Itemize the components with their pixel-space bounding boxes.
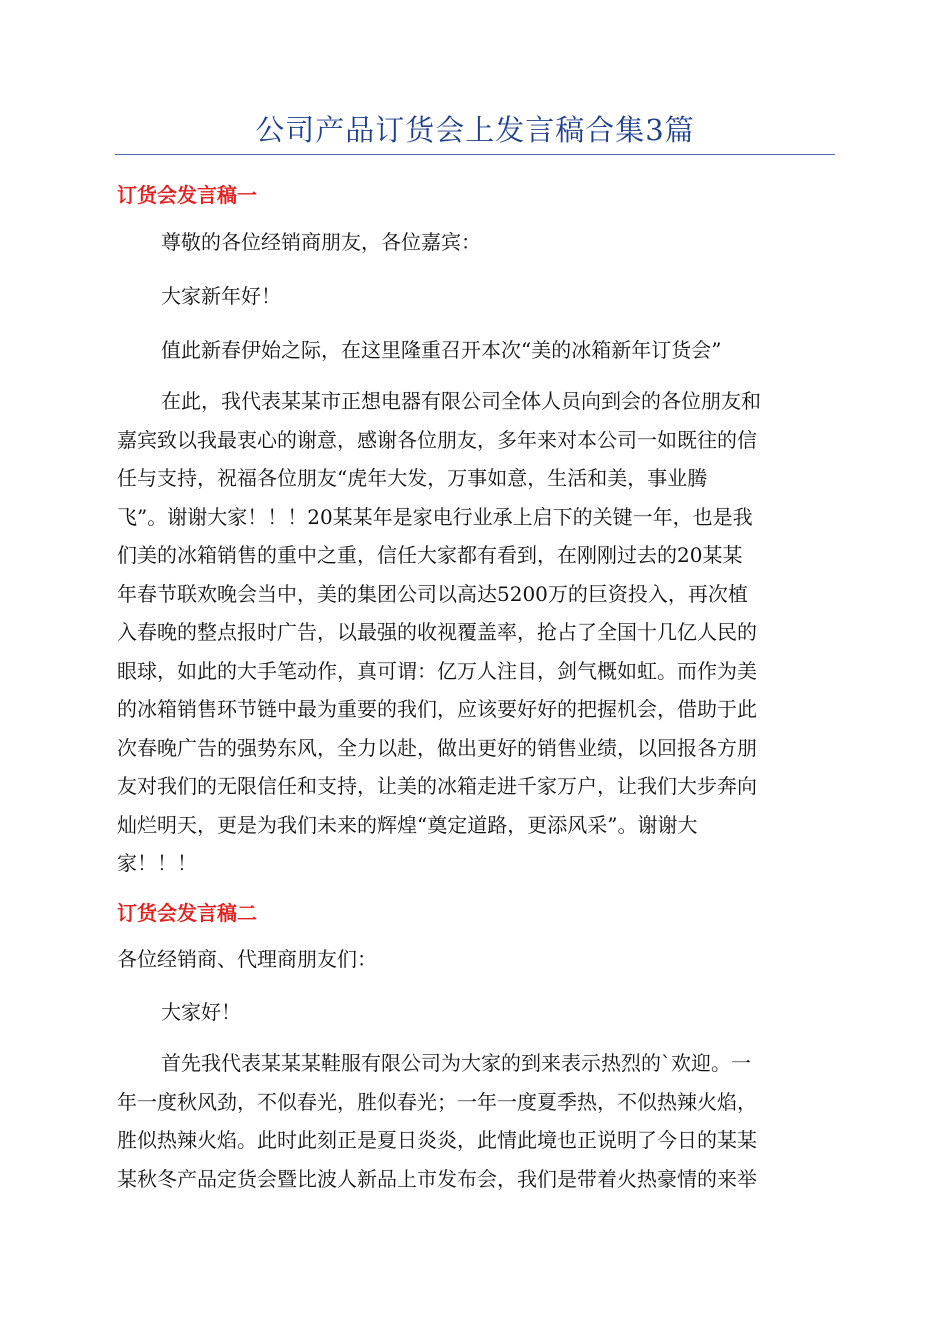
speech2-hello: 大家好！ xyxy=(161,1000,241,1024)
speech1-body-line: 次春晚广告的强势东风，全力以赴，做出更好的销售业绩，以回报各方朋 xyxy=(117,735,757,760)
speech1-body-line: 在此，我代表某某市正想电器有限公司全体人员向到会的各位朋友和 xyxy=(161,389,761,413)
speech1-body-line: 眼球，如此的大手笔动作，真可谓：亿万人注目，剑气概如虹。而作为美 xyxy=(117,658,757,683)
speech1-body-line: 任与支持，祝福各位朋友“虎年大发，万事如意，生活和美，事业腾 xyxy=(117,466,708,490)
document-title: 公司产品订货会上发言稿合集3篇 xyxy=(255,113,695,147)
speech1-hello: 大家新年好！ xyxy=(161,284,281,308)
speech1-body-line: 飞”。谢谢大家！！！20某某年是家电行业承上启下的关键一年，也是我 xyxy=(117,504,753,529)
speech1-body-line: 友对我们的无限信任和支持，让美的冰箱走进千家万户，让我们大步奔向 xyxy=(117,774,757,798)
speech2-greeting: 各位经销商、代理商朋友们： xyxy=(117,947,377,971)
speech1-body-line: 的冰箱销售环节链中最为重要的我们，应该要好好的把握机会，借助于此 xyxy=(117,697,757,721)
speech1-body-line: 嘉宾致以我最衷心的谢意，感谢各位朋友，多年来对本公司一如既往的信 xyxy=(117,427,757,452)
speech1-body-line: 灿烂明天，更是为我们未来的辉煌“奠定道路，更添风采”。谢谢大 xyxy=(117,812,698,837)
section-heading-1: 订货会发言稿一 xyxy=(117,183,257,207)
speech1-body-line: 入春晚的整点报时广告，以最强的收视覆盖率，抢占了全国十几亿人民的 xyxy=(117,620,757,644)
title-underline xyxy=(115,154,835,155)
speech1-body-line: 们美的冰箱销售的重中之重，信任大家都有看到，在刚刚过去的20某某 xyxy=(117,543,743,567)
speech1-opening: 值此新春伊始之际，在这里隆重召开本次“美的冰箱新年订货会” xyxy=(161,338,722,362)
speech2-body-line: 某秋冬产品定货会暨比波人新品上市发布会，我们是带着火热豪情的来举 xyxy=(117,1166,757,1191)
speech2-body-line: 首先我代表某某某鞋服有限公司为大家的到来表示热烈的`欢迎。一 xyxy=(161,1051,751,1075)
speech2-body-line: 胜似热辣火焰。此时此刻正是夏日炎炎，此情此境也正说明了今日的某某 xyxy=(117,1128,757,1152)
speech2-body-line: 年一度秋风劲，不似春光，胜似春光；一年一度夏季热，不似热辣火焰， xyxy=(117,1089,757,1114)
speech1-body-line: 年春节联欢晚会当中，美的集团公司以高达5200万的巨资投入，再次植 xyxy=(117,581,748,606)
speech1-greeting: 尊敬的各位经销商朋友，各位嘉宾： xyxy=(161,230,481,254)
speech1-body xyxy=(117,382,833,883)
speech1-body-line: 家！！！ xyxy=(117,851,197,875)
section-heading-2: 订货会发言稿二 xyxy=(117,901,257,925)
speech2-body xyxy=(117,1044,833,1198)
